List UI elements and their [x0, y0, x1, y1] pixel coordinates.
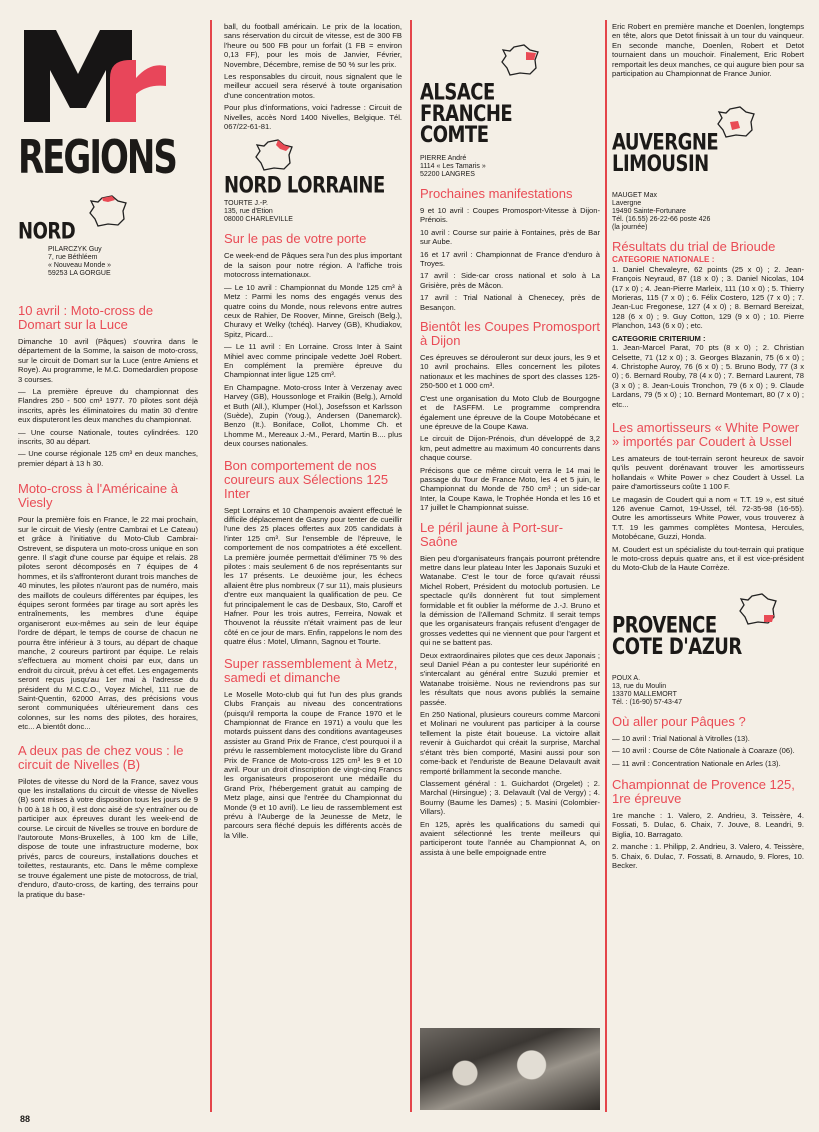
article-title: Sur le pas de votre porte [224, 231, 367, 247]
region-contact: PIERRE André 1114 « Les Tamaris » 52200 LANGRES [420, 155, 486, 178]
article-title: Bientôt les Coupes Promosport à Dijon [420, 319, 600, 349]
article-title: Prochaines manifestations [420, 186, 573, 201]
article-body: Bien peu d'organisateurs français pourront prétendre mettre dans leur plateau Inter les Japonais Suzuki et Watanabe. C'est le tour de force qu'avait réussi Michel Robert, Président du motoclub portusien. Le spectacle qu'ils donnèrent fut tout simplement formidable et fit oublier la méforme de J.-J. Bruno et la démission de l'Allemand Schmitz. Il serait temps que les organisateurs français refusent d'engager de grosses vedettes qui ne viennent que pour l'argent et qui ne se battent pas. Deux extraordinaires pilotes que ces deux Japonais ; seul Daniel Péan a pu contester leur supériorité en s'intercalant au général entre Suzuki premier et Watanabe troisième. Nous ne reviendrons pas sur les résultats que nous avons publiés la semaine passée. En 250 National, plusieurs coureurs comme Marconi et Molinari ne voulurent pas participer à la course tellement la piste était boueuse. La victoire allait revenir à Guichardot qui créait la surprise, Marchal s'étant très bien comporté, Masini aussi pour son come-back et l'enduriste de Beaune Delavault avait remporté brillamment la seconde manche. Classement général : 1. Guichardot (Orgelet) ; 2. Marchal (Hirsingue) ; 3. Delavault (Val de Vergy) ; 4. Bourny (Baume les Dames) ; 5. Masini (Colombier-Villars). En 125, après les qualifications du samedi qui avaient sélectionné les trente meilleurs qui participeront toute l'année au Championnat A, on assista à une belle empoignade entre [420, 553, 600, 857]
article-title: Les amortisseurs « White Power » importés par Coudert à Ussel [612, 419, 800, 449]
article-body: 1re manche : 1. Valero, 2. Andrieu, 3. Teissère, 4. Fossati, 5. Dulac, 6. Chaix, 7. Jouve, 8. Leandri, 9. Biglia, 10. Barragato. 2. manche : 1. Philipp, 2. Andrieu, 3. Valero, 4. Teissère, 5. Chaix, 6. Dulac, 7. Fossati, 8. Arnaudo, 9. Flores, 10. Becker. [612, 811, 804, 871]
article-title: Bon comportement de nos coureurs aux Sélections 125 Inter [224, 457, 389, 501]
region-title-auvergne: AUVERGNE LIMOUSIN [612, 129, 719, 178]
region-title-nord: NORD [18, 218, 76, 245]
article-body: Ce week-end de Pâques sera l'un des plus important de la saison pour notre région. A l'affiche trois motocross internationaux. — Le 10 avril : Championnat du Monde 125 cm³ à Metz : Parmi les noms des engagés venus des quatre coins du Monde, nous relevons entre autres ceux de Rahier, De Roover, Minne, Greisch (Belg.), Churavy et Welky (tchéq). Harvey (GB), Khudiakov, Spitz, Picard... — Le 11 avril : En Lorraine. Cross Inter à Saint Mihiel avec comme principale vedette Joël Robert. En complément la première épreuve du Championnat inter ligue 125 cm³. En Champagne. Moto-cross Inter à Verzenay avec Harvey (GB), Houssonloge et Fraikin (Belg.), Arnold et Buth (All.), Klumper (Hol.), Josefsson et Karlsson (Suède), Zupin (Youg.), Andersen (Danemarck). Benzo (It.). Boniface, Collot, Lhomme Ch. et Lhomme M., Mereaux J.-M., Perard, Martin B.... plus deux courses nationales. [224, 251, 402, 449]
france-map-icon [500, 44, 540, 76]
france-map-icon [254, 139, 294, 171]
section-title: REGIONS [18, 131, 176, 185]
column-rule [605, 20, 607, 1112]
region-contact: MAUGET Max Lavergne 19490 Sainte-Fortunare Tél. (16.55) 26-22-66 poste 426 (la journée) [612, 192, 711, 232]
region-title-nord-lorraine: NORD LORRAINE [224, 172, 385, 200]
article-title: Où aller pour Pâques ? [612, 713, 746, 729]
article-body: 9 et 10 avril : Coupes Promosport-Vitesse à Dijon-Prénois. 10 avril : Course sur pairie à Fontaines, près de Bar sur Aube. 16 et 17 avril : Championnat de France d'enduro à Troyes. 17 avril : Side-car cross national et solo à La Grisière, près de Mâcon. 17 avril : Trial National à Chenecey, près de Besançon. [420, 206, 600, 312]
article-title: 10 avril : Moto-cross de Domart sur la Luce [18, 303, 154, 332]
article-body: Pour la première fois en France, le 22 mai prochain, sur le circuit de Viesly (entre Cambrai et Le Cateau) et grâce à l'initiative du Moto-Club Cambrai-Ostrevent, se disputera un moto-cross unique en son genre. Il s'agit d'une course par équipe et relais. 28 pilotes seront décomposés en 7 équipes de 4 hommes, et ils s'affronteront durant trois manches de 40 minutes, les pilotes n'auront pas de numéro, mais des maillots de couleurs différentes par équipes, les équipes seront formées par tirage au sort après les entraînements, les membres d'une équipe organiseront eux-mêmes au sein de leur équipe l'ordre de départ, le temps de course de chacun ne pourra être inférieur à 3 tours, au départ de chaque manche, 2 coureurs partiront par équipe. Le relais s'effectuera au moment choisi par eux, dans un endroit du circuit, prévu à cet effet. Les engagements seront reçus jusqu'au 1er mai à l'adresse du président du M.C.C.O., Voyez Michel, 111 rue de Saint-Quentin, 62000 Arras, des précisions vous seront communiquées ultérieurement dans ces colonnes, sur les noms des pilotes, des horaires, etc... A bientôt donc... [18, 515, 198, 732]
mr-logo [18, 22, 168, 127]
article-title: A deux pas de chez vous : le circuit de Nivelles (B) [18, 742, 184, 772]
race-photo [420, 1028, 600, 1110]
column-rule [210, 20, 212, 1112]
region-contact: PILARCZYK Guy 7, rue Béthléem « Nouveau Monde » 59253 LA GORGUE [48, 246, 112, 277]
article-body: Ces épreuves se dérouleront sur deux jours, les 9 et 10 avril prochains. Elles concernent les pilotes nationaux et les machines de sport des classes 125-250-500 et 1 000 cm³. C'est une organisation du Moto Club de Bourgogne et de l'ASFFM. Le programme comprendra également une épreuve de la Coupe Motobécane et une épreuve de la Coupe Kawa. Le circuit de Dijon-Prénois, d'un développé de 3,2 km, peut admettre au maximum 40 concurrents dans chaque course. Précisons que ce même circuit verra le 14 mai le passage du Tour de France Moto, les 4 et 5 juin, le Championnat du Monde de 750 cm³ ; un side-car Inter, la Coupe Kawa, le Trophée Honda et les 16 et 17 juillet le Championnat suisse. [420, 353, 600, 513]
column-3 [420, 30, 600, 860]
article-title: Super rassemblement à Metz, samedi et dimanche [224, 655, 398, 685]
article-body: Dimanche 10 avril (Pâques) s'ouvrira dans le département de la Somme, la saison de moto-cross, sur le circuit de Domart sur la Luce (entre Amiens et Roye). Au programme, le M.C. Domedardien propose 3 courses. — La première épreuve du championnat des Flandres 250 - 500 cm³ 1977. 70 pilotes sont déjà inscrits, après les éliminatoires du matin 30 d'entre eux disputeront les deux manches du championnat. — Une course Nationale, toutes cylindrées. 120 inscrits, 30 au départ. — Une course régionale 125 cm³ en deux manches, premier départ à 13 h 30. [18, 337, 198, 468]
column-1 [18, 0, 198, 902]
article-body: Eric Robert en première manche et Doenlen, longtemps en tête, alors que Detot finissait à un tour du vainqueur. En seconde manche, Doenlen, Robert et Detot tournaient dans un mouchoir. Finalement, Eric Robert remportait les deux manches, ce qui augure bien pour sa participation au Championnat de France Junior. [612, 22, 804, 79]
article-title: Le péril jaune à Port-sur-Saône [420, 519, 564, 549]
article-body: ball, du football américain. Le prix de la location, sans réservation du circuit de vitesse, est de 300 FB l'heure ou 500 FB pour un forfait (1 FB = environ 0,13 FF), pour les mois de Janvier, Février, Novembre, Décembre, remise de 50 % sur les prix. Les responsables du circuit, nous signalent que le meilleur accueil sera réservé à toute organisation d'une concentration motos. Pour plus d'informations, voici l'adresse : Circuit de Nivelles, accès Nord 1400 Nivelles, Belgique. Tél. 067/22-61-81. [224, 22, 402, 132]
article-body: CATEGORIE NATIONALE : 1. Daniel Chevaleyre, 62 points (25 x 0) ; 2. Jean-François Neyraud, 87 (18 x 0) ; 3. Daniel Nicolas, 104 (17 x 0) ; 4. Jean-Pierre Marleix, 111 (10 x 0) ; 5. Thierry Morieras, 115 (7 x 0) ; 6. Félix Costero, 125 (7 x 0) ; 7. Jean-Luc Fregonese, 127 (4 x 0) ; 8. Bernard Bereizat, 128 (6 x 0) ; 9. Guy Cotton, 129 (9 x 0) ; 10. Pierre Planchon, 143 (6 x 0) ; etc. CATEGORIE CRITERIUM : 1. Jean-Marcel Parat, 70 pts (8 x 0) ; 2. Christian Celsette, 71 (12 x 0) ; 3. Georges Blazanin, 75 (6 x 0) ; 4. Christophe Auroy, 76 (6 x 0) ; 5. Bruno Body, 77 (3 x 0) ; 6. Bernard Rouby, 78 (4 x 0) ; 7. Bernard Laurent, 78 (3 x 0) ; 8. Jean-Louis Tronchon, 79 (6 x 0) ; 9. Claude Lardans, 79 (5 x 0) ; 10. Bernard Montemart, 80 (7 x 0) ; etc... [612, 255, 804, 409]
region-contact: POUX A. 13, rue du Moulin 13370 MALLEMORT Tél. : (16-90) 57-43-47 [612, 674, 683, 706]
article-body: — 10 avril : Trial National à Vitrolles (13). — 10 avril : Course de Côte Nationale à Coaraze (06). — 11 avril : Concentration Nationale en Arles (13). [612, 733, 795, 768]
article-title: Championnat de Provence 125, 1re épreuve [612, 777, 795, 807]
column-2 [224, 22, 402, 843]
region-title-alsace: ALSACE FRANCHE COMTE [420, 79, 513, 149]
article-body: Le Moselle Moto-club qui fut l'un des plus grands Clubs Français au niveau des concentrations (puisqu'il remporta la coupe de France 1970 et le Championnat de France en 1971) a voulu que les motards puissent dans des conditions avantageuses assister au Grand Prix de France, c'est pourquoi il a prévu le rassemblement motocycliste libre du Grand Prix de France de Moto-cross 125 cm³ les 9 et 10 avril. Pour un droit d'inscription de vingt-cinq Francs les organisateurs proposeront une médaille du Grand Prix, l'hébergement gratuit au camping de Metz plage, ainsi que l'entrée du Championnat du Monde (9 et 10 avril). Le lieu de rassemblement est prévu à l'Auberge de la Jeunesse de Metz, le parcours sera fléché depuis les différents accès de la Ville. [224, 689, 402, 840]
column-rule [410, 20, 412, 1112]
article-title: Résultats du trial de Brioude [612, 239, 776, 255]
column-4 [612, 22, 804, 873]
article-body: Sept Lorrains et 10 Champenois avaient effectué le difficile déplacement de Gasny pour tenter de cueillir l'une des 25 places offertes aux 205 candidats à l'inter 125 cm³. Sur l'ensemble de l'épreuve, le comportement de nos compatriotes a été excellent. La première journée permettait d'éliminer 75 % des pilotes : mais seulement 6 de nos représentants sur les 17 présents. Le deuxième jour, les échecs allaient être plus nombreux (7 sur 11), mais plusieurs d'entre eux manquaient la qualification de peu. Ce fut principalement le cas de Desbaux, Sto, Caroff et Hafner. Pour les trois autres, Ferreira, Nowak et Thouvenot la réussite n'était vraiment pas de leur côté en ce jour de mars. Enfin, rappelons le nom des quatre élus : Motel, Ulmann, Sagnou et Tourte. [224, 505, 402, 647]
page-number: 88 [20, 1114, 31, 1124]
article-body: Les amateurs de tout-terrain seront heureux de savoir qu'ils peuvent dorénavant trouver les amortisseurs hollandais « White Power » chez Coudert à Ussel. La paire d'amortisseurs coûte 1 100 F. Le magasin de Coudert qui a nom « T.T. 19 », est situé 126 avenue Carnot, 19-Ussel, tél. 72-35-98 (16-55). Outre les amortisseurs White Power, vous trouverez à T.T. 19 les gammes complètes Montesa, Hercules, Motobécane, Guzzi, Honda. M. Coudert est un spécialiste du tout-terrain qui pratique le moto-cross depuis quatre ans, et il est vice-président du Moto-Club de la Haute Corrèze. [612, 453, 804, 573]
article-title: Moto-cross à l'Américaine à Viesly [18, 481, 178, 511]
region-contact: TOURTE J.-P. 135, rue d'Etion 08000 CHARLEVILLE [224, 200, 293, 224]
region-title-provence: PROVENCE COTE D'AZUR [612, 612, 742, 660]
article-body: Pilotes de vitesse du Nord de la France, savez vous que les installations du circuit de vitesse de Nivelles (B) sont mises à votre disposition tous les jours de 9 h 00 à 18 h 00, il est donc aisé de s'y entraîner ou de participer aux épreuves durant les week-end de course. Le circuit de Nivelles se trouve en bordure de l'autoroute Mons-Bruxelles, à 100 km de Lille, dispose de toute une infrastructure moderne, box privés, parcs de coureurs, installations douches et toilettes, restaurants, etc. Dans le même complexe se trouve également une piste de motocross, de trial, d'enduro, d'auto-cross, de karting, des terrains pour la pratique du base- [18, 776, 198, 899]
